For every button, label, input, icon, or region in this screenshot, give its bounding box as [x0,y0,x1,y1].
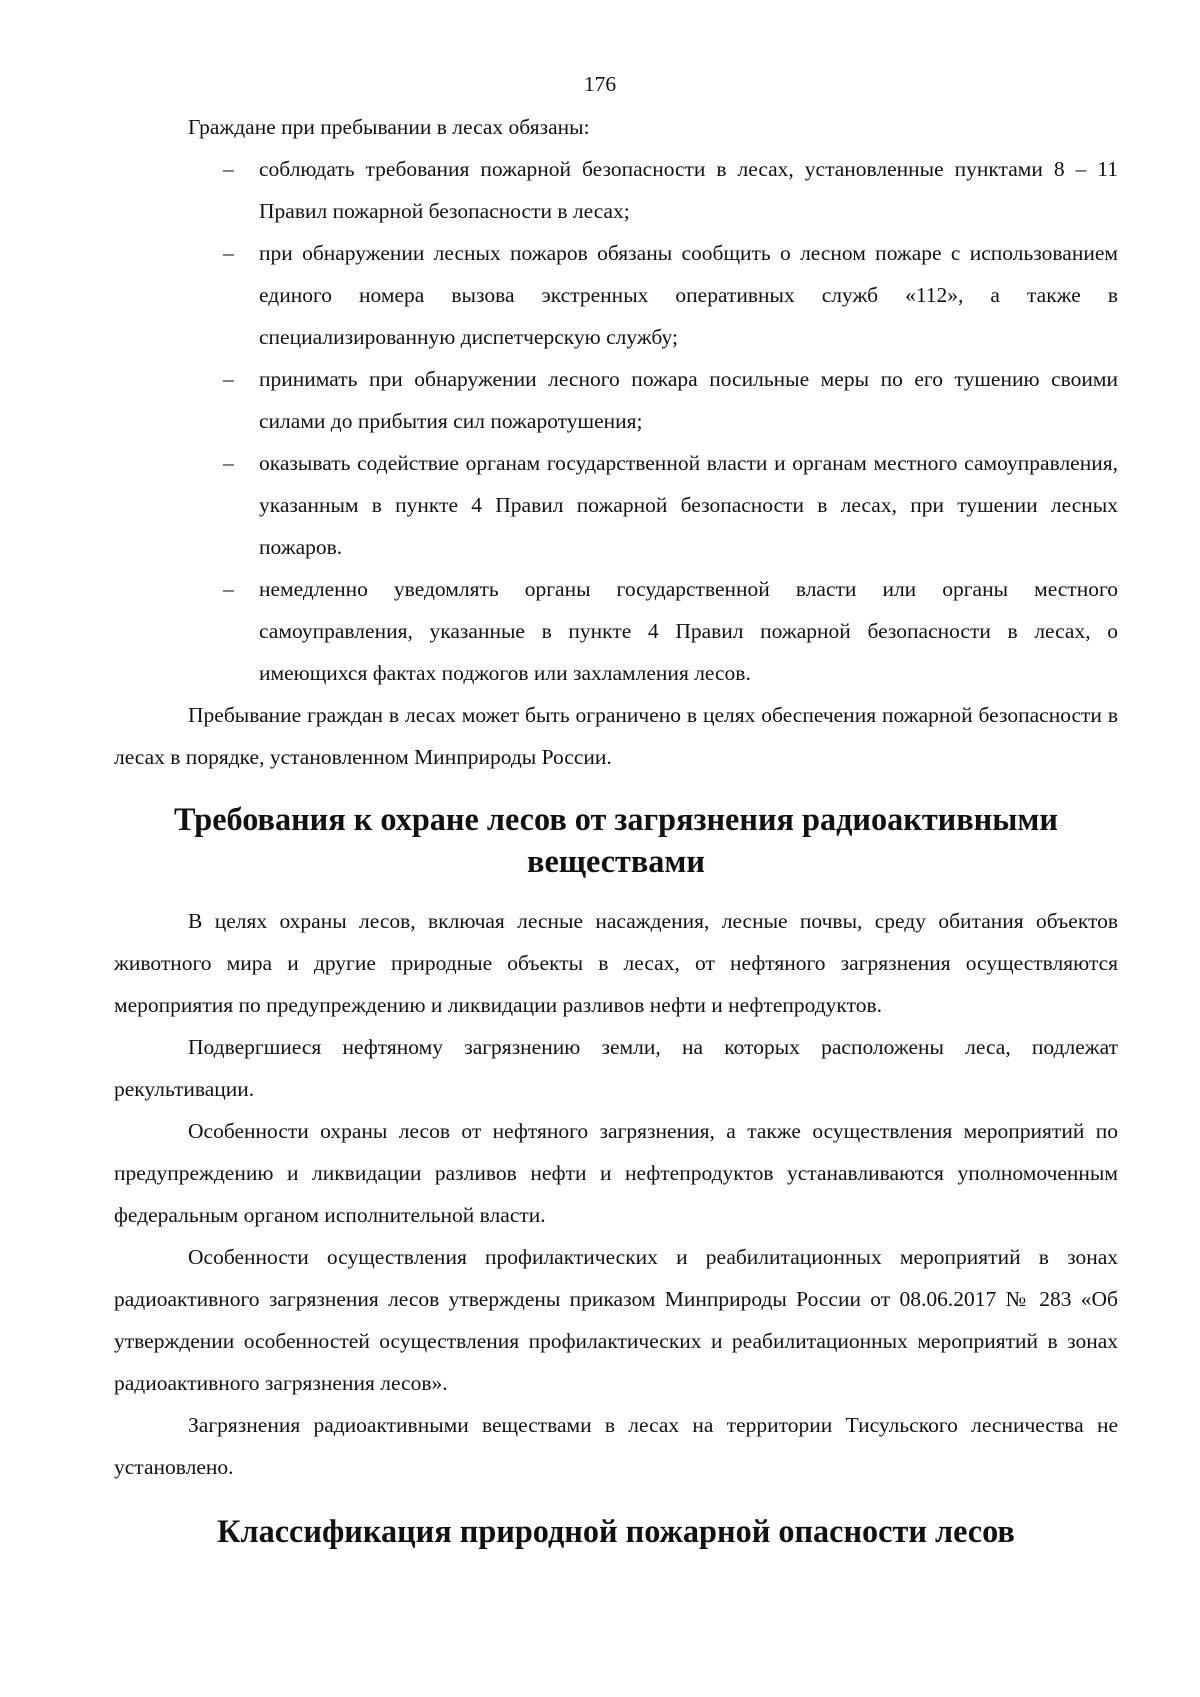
list-item [114,568,1118,694]
list-item-text: немедленно уведомлять органы государственной власти или органы местного самоуправления, указанные в пункте 4 Правил пожарной безопасности в лесах, о имеющихся фактах поджогов или захламления лесов. [259,577,1118,685]
list-item [114,148,1118,232]
body-paragraph: Особенности осуществления профилактических и реабилитационных мероприятий в зонах радиоактивного загрязнения лесов утверждены приказом Минприроды России от 08.06.2017 № 283 «Об утверждении особенностей осуществления профилактических и реабилитационных мероприятий в зонах радиоактивного загрязнения лесов». [114,1245,1118,1395]
dash-bullet: – [223,157,234,181]
body-paragraph: Загрязнения радиоактивными веществами в лесах на территории Тисульского лесничества не установлено. [114,1413,1118,1479]
intro-paragraph: Граждане при пребывании в лесах обязаны: [188,115,590,139]
dash-bullet: – [223,241,234,265]
list-item-text: при обнаружении лесных пожаров обязаны сообщить о лесном пожаре с использованием единого номера вызова экстренных оперативных служб «112», а также в специализированную диспетчерскую службу; [259,241,1118,349]
section-heading-fire-classification: Классификация природной пожарной опасности лесов [217,1513,1015,1549]
dash-bullet: – [223,367,234,391]
list-item [114,232,1118,358]
body-paragraph: В целях охраны лесов, включая лесные насаждения, лесные почвы, среду обитания объектов животного мира и другие природные объекты в лесах, от нефтяного загрязнения осуществляются мероприятия по предупреждению и ликвидации разливов нефти и нефтепродуктов. [114,909,1118,1017]
page-content [114,106,1118,1552]
list-item-text: соблюдать требования пожарной безопасности в лесах, установленные пунктами 8 – 11 Правил пожарной безопасности в лесах; [259,157,1118,223]
page-number: 176 [583,72,617,96]
list-item [114,358,1118,442]
restriction-paragraph: Пребывание граждан в лесах может быть ограничено в целях обеспечения пожарной безопасности в лесах в порядке, установленном Минприроды России. [114,703,1118,769]
body-paragraph: Особенности охраны лесов от нефтяного загрязнения, а также осуществления мероприятий по предупреждению и ликвидации разливов нефти и нефтепродуктов устанавливаются уполномоченным федеральным органом исполнительной власти. [114,1119,1118,1227]
obligations-list [114,148,1118,694]
list-item [114,442,1118,568]
list-item-text: оказывать содействие органам государственной власти и органам местного самоуправления, указанным в пункте 4 Правил пожарной безопасности в лесах, при тушении лесных пожаров. [259,451,1118,559]
body-paragraph: Подвергшиеся нефтяному загрязнению земли, на которых расположены леса, подлежат рекультивации. [114,1035,1118,1101]
section-heading-radioactive: Требования к охране лесов от загрязнения радиоактивными веществами [174,801,1058,879]
list-item-text: принимать при обнаружении лесного пожара посильные меры по его тушению своими силами до прибытия сил пожаротушения; [259,367,1118,433]
dash-bullet: – [223,577,234,601]
dash-bullet: – [223,451,234,475]
